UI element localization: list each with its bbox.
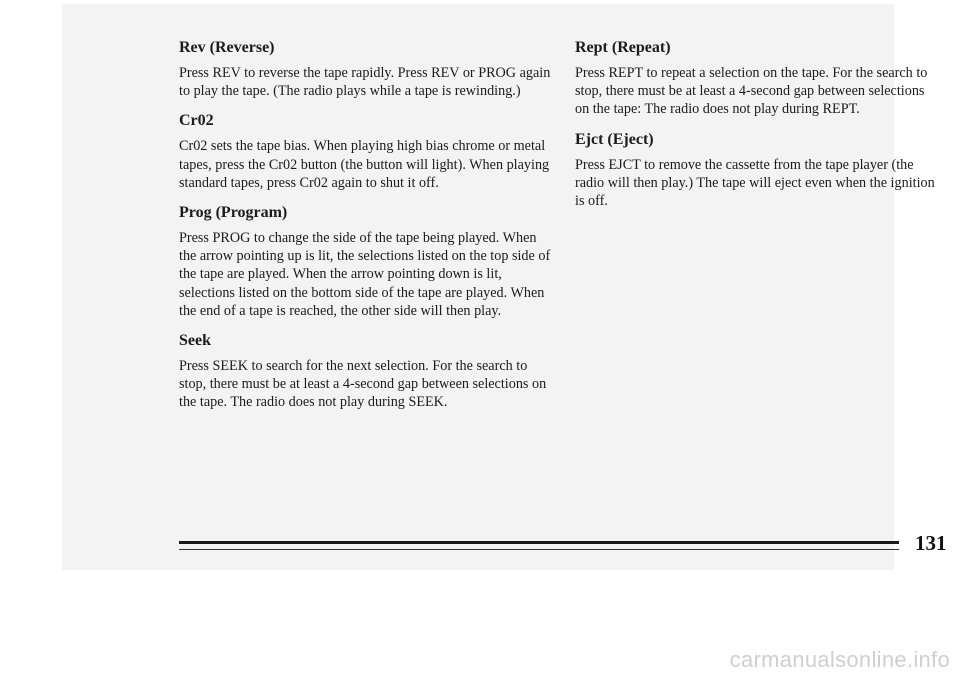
section-body-rev: Press REV to reverse the tape rapidly. Press REV or PROG again to play the tape. (The radio plays while a tape is rewinding.) (179, 65, 551, 100)
footer-rule-thin (179, 549, 899, 550)
section-heading-rept: Rept (Repeat) (575, 39, 671, 56)
right-column (575, 38, 935, 221)
page-number: 131 (915, 531, 947, 555)
section-body-prog: Press PROG to change the side of the tape being played. When the arrow pointing up is lit, the selections listed on the top side of the tape are played. When the arrow pointing down is lit, selections listed on the bottom side of the tape are played. When the end of a tape is reached, the other side will then play. (179, 230, 551, 319)
left-column (179, 38, 551, 423)
section-heading-seek: Seek (179, 332, 211, 350)
section-body-seek: Press SEEK to search for the next selection. For the search to stop, there must be at least a 4-second gap between selections on the tape. The radio does not play during SEEK. (179, 358, 547, 411)
section-body-cr02: Cr02 sets the tape bias. When playing high bias chrome or metal tapes, press the Cr02 button (the button will light). When playing standard tapes, press Cr02 again to shut it off. (179, 138, 550, 191)
section-heading-rev: Rev (Reverse) (179, 39, 275, 56)
footer-rule-thick (179, 541, 899, 544)
watermark: carmanualsonline.info (729, 647, 950, 672)
manual-page (62, 4, 947, 570)
section-heading-cr02: Cr02 (179, 112, 214, 130)
section-heading-ejct: Ejct (Eject) (575, 130, 654, 148)
section-heading-prog: Prog (Program) (179, 204, 288, 222)
section-body-rept: Press REPT to repeat a selection on the tape. For the search to stop, there must be at least a 4-second gap between selections on the tape: The radio does not play during REPT. (575, 65, 928, 118)
section-body-ejct: Press EJCT to remove the cassette from the tape player (the radio will then play.) The tape will eject even when the ignition is off. (575, 156, 935, 210)
